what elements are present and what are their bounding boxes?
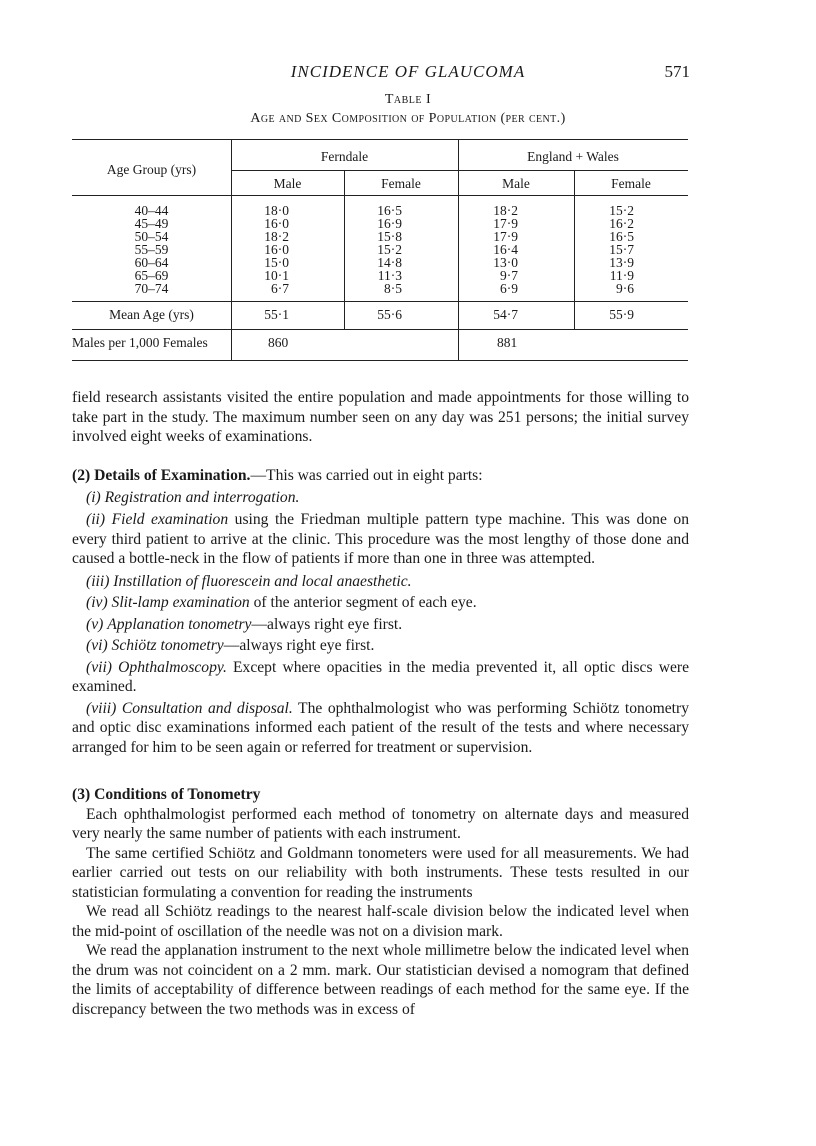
age-cell: 50–54 [134, 229, 169, 244]
mean-age-label: Mean Age (yrs) [109, 307, 194, 322]
table-bottom-rule [72, 360, 688, 361]
age-cell: 70–74 [134, 281, 169, 296]
section-3-paragraph: We read all Schiötz readings to the nearest half-scale division below the indicated level when the mid-point of oscillation of the needle was not on a division mark. [72, 903, 689, 940]
list-item: (vii) Ophthalmoscopy. Except where opacities in the media prevented it, all optic discs were examined. [72, 658, 689, 695]
value-cell: 9·6 [616, 281, 634, 296]
mean-age-value: 55·6 [377, 307, 402, 322]
value-cell: 15·2 [609, 203, 634, 218]
value-cell: 16·4 [493, 242, 518, 257]
subheader: Female [611, 176, 651, 191]
mean-age-value: 55·1 [264, 307, 289, 322]
value-cell: 15·8 [377, 229, 402, 244]
population-table [72, 139, 688, 361]
section-3-paragraph: We read the applanation instrument to the next whole millimetre below the indicated level when the drum was not coincident on a 2 mm. mark. Our statistician devised a nomogram that defined the limits of acceptability of difference between readings of each method for the same eye. If the discrepancy between the two methods was in excess of [72, 942, 689, 1018]
value-cell: 18·0 [264, 203, 289, 218]
group-header-rule [231, 170, 688, 171]
list-item: (i) Registration and interrogation. [86, 488, 300, 506]
section-2-lead [72, 466, 689, 486]
value-cell: 15·0 [264, 255, 289, 270]
value-cell: 17·9 [493, 216, 518, 231]
intro-paragraph [72, 388, 689, 447]
table-top-rule [72, 139, 688, 140]
list-item: (ii) Field examination using the Friedman multiple pattern type machine. This was done on every third patient to arrive at the clinic. This procedure was the most lengthy of those done and caused a bottle-neck in the flow of patients if more than one in three was attempted. [72, 511, 689, 567]
page-number: 571 [664, 62, 690, 81]
subheader: Male [502, 176, 530, 191]
row-header: Age Group (yrs) [106, 162, 197, 177]
age-cell: 45–49 [134, 216, 169, 231]
value-cell: 9·7 [500, 268, 518, 283]
value-cell: 17·9 [493, 229, 518, 244]
mean-age-value: 55·9 [609, 307, 634, 322]
value-cell: 13·9 [609, 255, 634, 270]
males-per-label: Males per 1,000 Females [72, 335, 208, 350]
group-header: England + Wales [527, 149, 619, 164]
value-cell: 16·5 [377, 203, 402, 218]
value-cell: 16·5 [609, 229, 634, 244]
subheader-rule [72, 195, 688, 196]
section-2-intro: —This was carried out in eight parts: [250, 467, 483, 484]
running-title: INCIDENCE OF GLAUCOMA [290, 62, 526, 81]
section-2 [72, 466, 689, 757]
value-cell: 14·8 [377, 255, 402, 270]
table-caption [0, 92, 816, 127]
age-cell: 40–44 [134, 203, 169, 218]
value-cell: 16·9 [377, 216, 402, 231]
value-cell: 6·7 [271, 281, 289, 296]
section-3 [72, 785, 689, 1019]
value-cell: 18·2 [264, 229, 289, 244]
value-cell: 18·2 [493, 203, 518, 218]
list-item: (iv) Slit-lamp examination of the anterior segment of each eye. [86, 594, 477, 611]
mean-rule [72, 301, 688, 302]
intro-text: field research assistants visited the entire population and made appointments for those willing to take part in the study. The maximum number seen on any day was 251 persons; the initial survey involved eight weeks of examinations. [72, 389, 689, 445]
value-cell: 11·9 [609, 268, 634, 283]
age-cell: 60–64 [134, 255, 169, 270]
value-cell: 16·2 [609, 216, 634, 231]
value-cell: 6·9 [500, 281, 518, 296]
age-cell: 55–59 [134, 242, 169, 257]
group-header: Ferndale [320, 149, 369, 164]
table-label: Table I [384, 92, 432, 107]
list-item: (v) Applanation tonometry—always right eye first. [86, 615, 403, 633]
list-item: (viii) Consultation and disposal. The ophthalmologist who was performing Schiötz tonometry and optic disc examinations informed each patient of the result of the tests and where necessary arranged for him to be seen again or referred for treatment or supervision. [72, 699, 689, 756]
value-cell: 10·1 [264, 268, 289, 283]
males-per-value: 881 [497, 335, 518, 350]
males-per-value: 860 [268, 335, 289, 350]
table-title: Age and Sex Composition of Population (per cent.) [250, 111, 566, 126]
section-3-paragraph: Each ophthalmologist performed each method of tonometry on alternate days and measured very nearly the same number of patients with each instrument. [72, 805, 689, 842]
section-3-heading: (3) Conditions of Tonometry [72, 786, 261, 803]
value-cell: 15·7 [609, 242, 634, 257]
value-cell: 11·3 [377, 268, 402, 283]
value-cell: 15·2 [377, 242, 402, 257]
value-cell: 13·0 [493, 255, 518, 270]
value-cell: 16·0 [264, 216, 289, 231]
males-rule [72, 329, 688, 330]
age-cell: 65–69 [134, 268, 169, 283]
running-head [0, 62, 816, 84]
list-item: (iii) Instillation of fluorescein and local anaesthetic. [86, 572, 412, 590]
section-3-paragraph: The same certified Schiötz and Goldmann tonometers were used for all measurements. We had earlier carried out tests on our reliability with both instruments. These tests resulted in our statistician formulating a convention for reading the instruments [72, 844, 689, 901]
subheader: Male [273, 176, 302, 191]
subheader: Female [381, 176, 421, 191]
section-2-heading: (2) Details of Examination. [72, 467, 251, 484]
value-cell: 8·5 [384, 281, 402, 296]
mean-age-value: 54·7 [493, 307, 518, 322]
value-cell: 16·0 [264, 242, 289, 257]
list-item: (vi) Schiötz tonometry—always right eye first. [86, 637, 375, 654]
